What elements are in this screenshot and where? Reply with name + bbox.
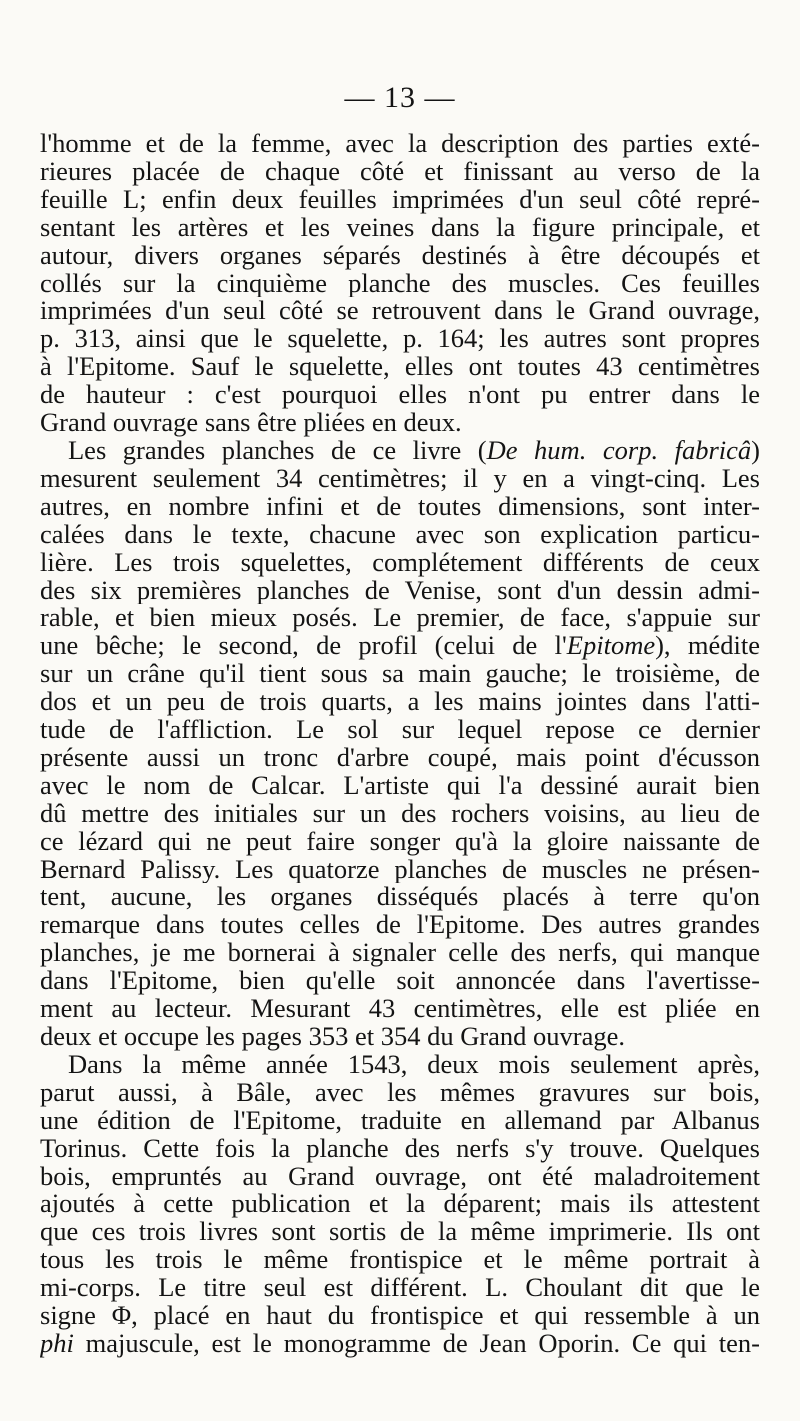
text-line: tude de l'affliction. Le sol sur lequel repose ce dernier bbox=[40, 716, 760, 744]
text-line: ajoutés à cette publication et la déparent; mais ils attestent bbox=[40, 1190, 760, 1219]
text-line: ment au lecteur. Mesurant 43 centimètres, elle est pliée en bbox=[40, 995, 760, 1023]
text-line: rable, et bien mieux posés. Le premier, de face, s'appuie sur bbox=[40, 604, 760, 633]
text-line bbox=[40, 437, 760, 465]
text-segment: une bêche; le second, de profil (celui de l' bbox=[40, 632, 567, 661]
text-line: mi-corps. Le titre seul est différent. L. Choulant dit que le bbox=[40, 1274, 760, 1303]
text-segment: ), médite bbox=[655, 632, 760, 661]
text-line: remarque dans toutes celles de l'Epitome. Des autres grandes bbox=[40, 911, 760, 940]
text-line: feuille L; enfin deux feuilles imprimées d'un seul côté repré- bbox=[40, 185, 760, 214]
text-line: deux et occupe les pages 353 et 354 du Grand ouvrage. bbox=[40, 1023, 626, 1051]
text-line: autour, divers organes séparés destinés à être découpés et bbox=[40, 241, 760, 270]
text-line: bois, empruntés au Grand ouvrage, ont été maladroitement bbox=[40, 1162, 760, 1191]
text-segment: majuscule, est le monogramme de Jean Oporin. Ce qui ten- bbox=[73, 1329, 760, 1358]
italic-text: De hum. corp. fabricâ bbox=[486, 436, 752, 465]
text-line: signe Φ, placé en haut du frontispice et qui ressemble à un bbox=[40, 1302, 760, 1330]
text-line: imprimées d'un seul côté se retrouvent dans le Grand ouvrage, bbox=[40, 297, 760, 326]
text-line: Grand ouvrage sans être pliées en deux. bbox=[40, 409, 462, 437]
text-line: une édition de l'Epitome, traduite en allemand par Albanus bbox=[40, 1106, 760, 1135]
text-line: rieures placée de chaque côté et finissant au verso de la bbox=[40, 157, 760, 186]
text-line: planches, je me bornerai à signaler celle des nerfs, qui manque bbox=[40, 939, 760, 968]
text-line: des six premières planches de Venise, sont d'un dessin admi- bbox=[40, 576, 760, 605]
text-line: à l'Epitome. Sauf le squelette, elles ont toutes 43 centimètres bbox=[40, 353, 760, 382]
text-line: Bernard Palissy. Les quatorze planches de muscles ne présen- bbox=[40, 855, 760, 884]
text-segment: ) bbox=[751, 436, 760, 465]
text-line bbox=[40, 632, 760, 660]
text-line: mesurent seulement 34 centimètres; il y en a vingt-cinq. Les bbox=[40, 464, 760, 493]
text-line: calées dans le texte, chacune avec son explication particu- bbox=[40, 520, 760, 549]
page-number: — 13 — bbox=[344, 81, 456, 114]
text-line: autres, en nombre infini et de toutes dimensions, sont inter- bbox=[40, 492, 760, 521]
text-line: dû mettre des initiales sur un des rochers voisins, au lieu de bbox=[40, 799, 760, 828]
text-line: Dans la même année 1543, deux mois seulement après, bbox=[68, 1050, 760, 1079]
text-line: sur un crâne qu'il tient sous sa main gauche; le troisième, de bbox=[40, 660, 760, 689]
text-line: collés sur la cinquième planche des muscles. Ces feuilles bbox=[40, 269, 760, 298]
text-line: Torinus. Cette fois la planche des nerfs s'y trouve. Quelques bbox=[40, 1134, 760, 1163]
text-line: avec le nom de Calcar. L'artiste qui l'a dessiné aurait bien bbox=[40, 771, 760, 800]
text-line: p. 313, ainsi que le squelette, p. 164; les autres sont propres bbox=[40, 325, 760, 354]
text-line: dos et un peu de trois quarts, a les mains jointes dans l'atti- bbox=[40, 688, 760, 717]
text-line: l'homme et de la femme, avec la description des parties exté- bbox=[40, 130, 760, 158]
italic-text: Epitome bbox=[566, 632, 656, 661]
text-line: tous les trois le même frontispice et le même portrait à bbox=[40, 1246, 760, 1275]
text-line bbox=[40, 1330, 760, 1358]
text-line: parut aussi, à Bâle, avec les mêmes gravures sur bois, bbox=[40, 1078, 760, 1107]
text-line: ce lézard qui ne peut faire songer qu'à la gloire naissante de bbox=[40, 827, 760, 856]
text-line: dans l'Epitome, bien qu'elle soit annoncée dans l'avertisse- bbox=[40, 967, 760, 996]
text-line: de hauteur : c'est pourquoi elles n'ont pu entrer dans le bbox=[40, 381, 760, 410]
text-line: tent, aucune, les organes disséqués placés à terre qu'on bbox=[40, 883, 760, 912]
text-line: que ces trois livres sont sortis de la même imprimerie. Ils ont bbox=[40, 1218, 760, 1247]
text-line: présente aussi un tronc d'arbre coupé, mais point d'écusson bbox=[40, 743, 760, 772]
text-line: sentant les artères et les veines dans la figure principale, et bbox=[40, 213, 760, 242]
text-segment: Les grandes planches de ce livre ( bbox=[68, 436, 487, 465]
text-line: lière. Les trois squelettes, complétement différents de ceux bbox=[40, 548, 760, 577]
italic-text: phi bbox=[40, 1329, 74, 1358]
body-text bbox=[40, 130, 760, 1358]
